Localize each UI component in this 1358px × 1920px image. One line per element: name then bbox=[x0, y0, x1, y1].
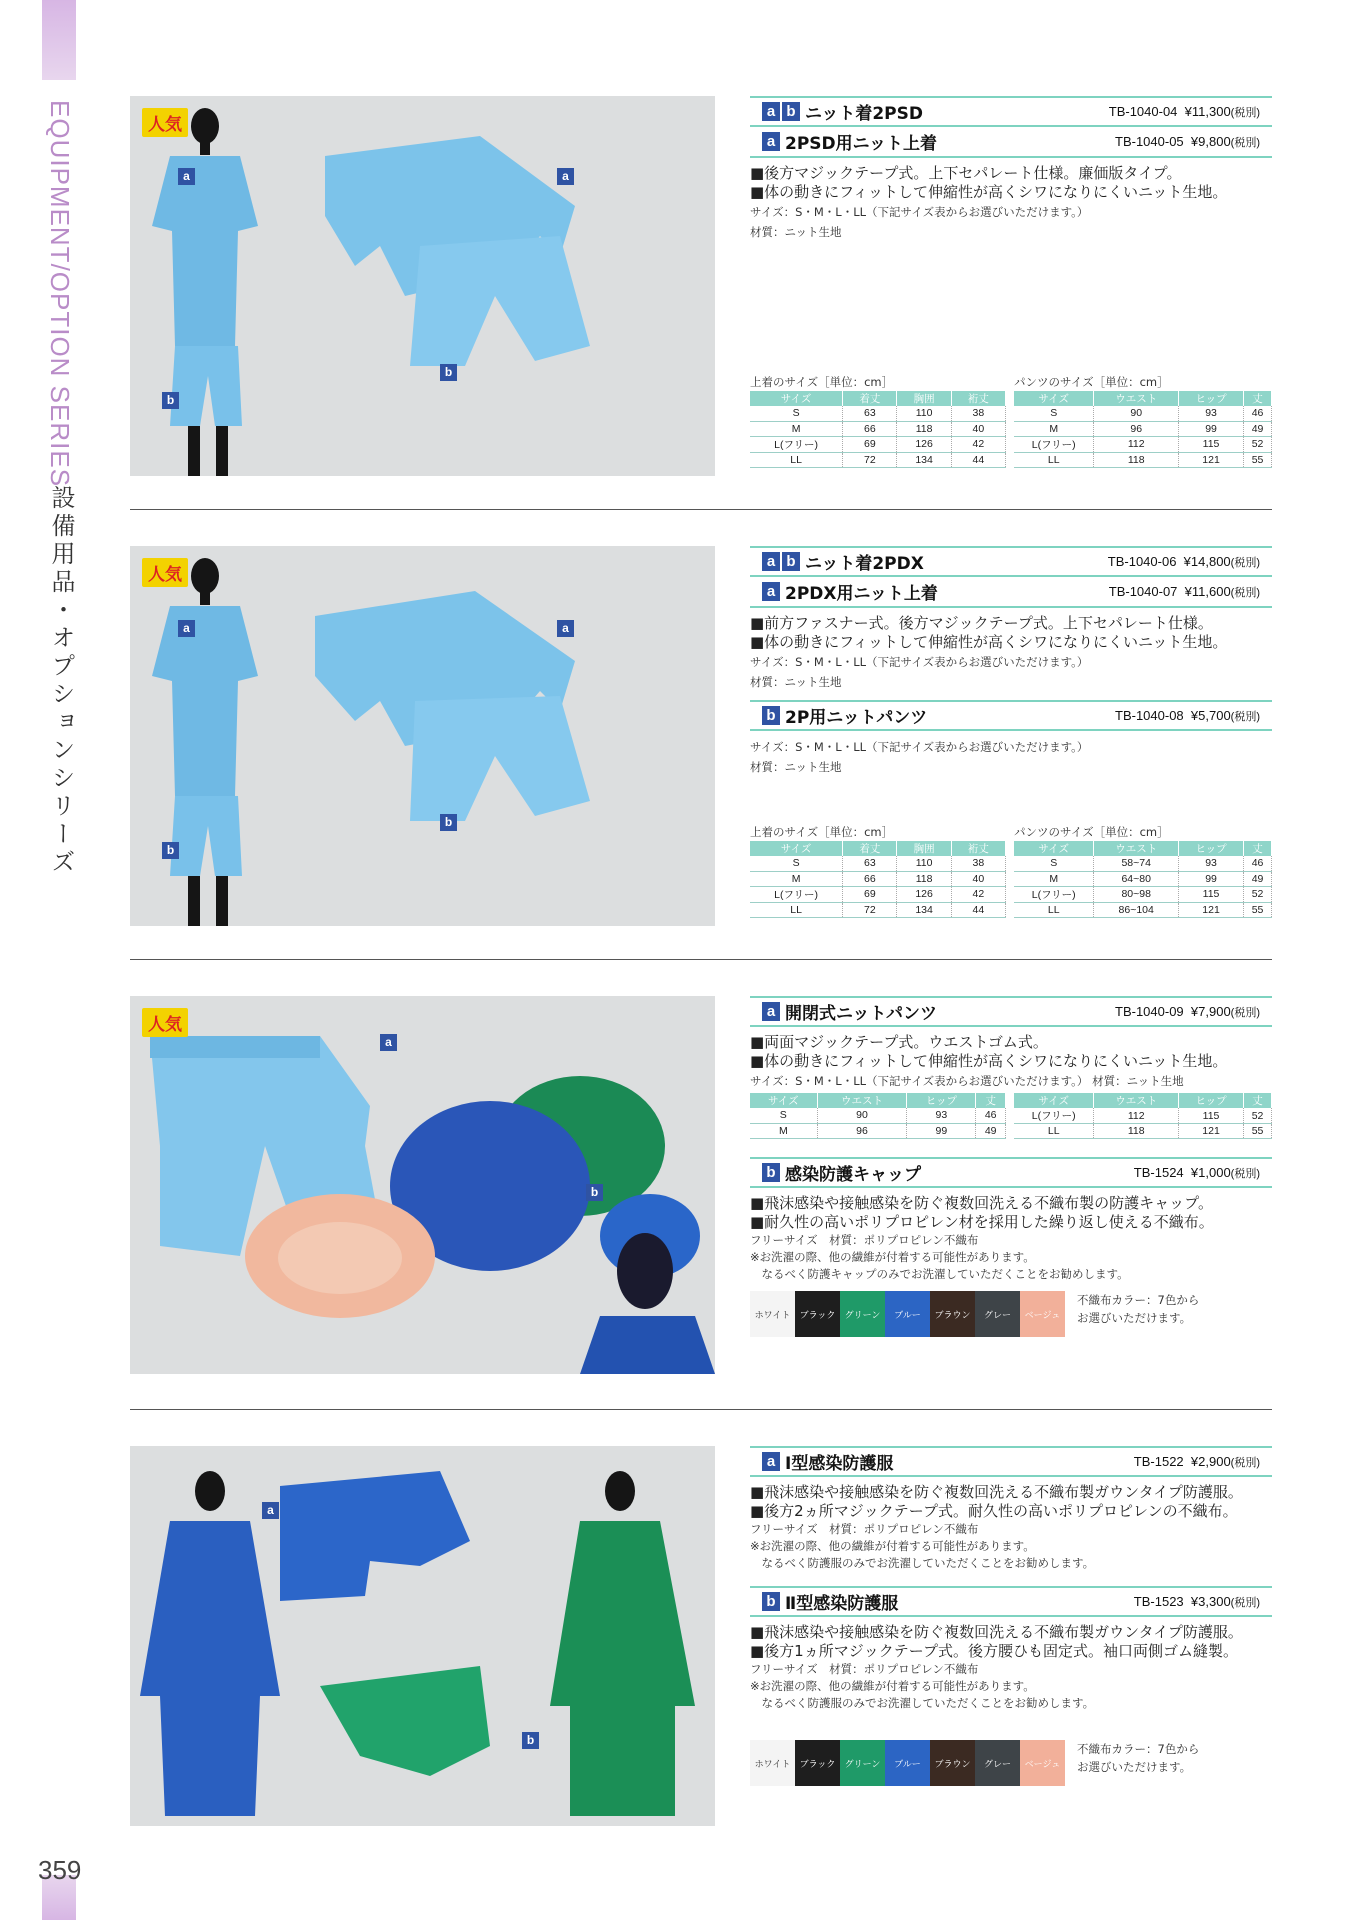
product-name: 2P用ニットパンツ bbox=[785, 708, 928, 728]
table-row: L(フリー) 69 126 42 bbox=[750, 886, 1006, 902]
pants-size-table: サイズ ウエスト ヒップ 丈 S 90 93 46 M 96 99 49 L(フリー) 112 115 52 LL 118 121 55 bbox=[1014, 391, 1272, 468]
gown-notes: フリーサイズ 材質：ポリプロピレン不織布 ※お洗濯の際、他の繊維が付着する可能性があります。 なるべく防護服のみでお洗濯していただくことをお勧めします。 bbox=[750, 1662, 1095, 1710]
color-swatch: ブラウン bbox=[930, 1291, 975, 1337]
table-row: LL 72 134 44 bbox=[750, 902, 1006, 917]
pants-size-table-right: サイズ ウエスト ヒップ 丈 L(フリー) 112 115 52 LL 118 121 55 bbox=[1014, 1093, 1272, 1139]
table-row: M 96 99 49 bbox=[1014, 421, 1272, 436]
badge-a: a bbox=[762, 1002, 780, 1021]
pants-size-table-left: サイズ ウエスト ヒップ 丈 S 90 93 46 M 96 99 49 bbox=[750, 1093, 1006, 1139]
popular-badge: 人気 bbox=[142, 108, 188, 137]
product-title bbox=[750, 1157, 1272, 1188]
product-name: 開閉式ニットパンツ bbox=[785, 1004, 937, 1024]
photo-label-b: b bbox=[162, 392, 179, 409]
product-code-price: TB-1040-06 ¥14,800(税別) bbox=[1107, 553, 1260, 569]
badge-b: b bbox=[762, 1592, 780, 1611]
product-name: 2PDX用ニット上着 bbox=[785, 584, 938, 604]
section-divider bbox=[130, 509, 1272, 510]
photo-label-a: a bbox=[178, 168, 195, 185]
product-info-pants-cap bbox=[750, 996, 1272, 1337]
photo-label-b: b bbox=[522, 1732, 539, 1749]
color-swatch: ベージュ bbox=[1020, 1740, 1065, 1786]
photo-label-b: b bbox=[440, 364, 457, 381]
product-info-2pdx bbox=[750, 546, 1272, 916]
color-note: 不織布カラー：7色から お選びいただけます。 bbox=[1077, 1293, 1200, 1325]
size-note: サイズ：S・M・L・LL（下記サイズ表からお選びいただけます。） bbox=[750, 655, 1089, 669]
product-title bbox=[750, 577, 1272, 608]
product-code-price: TB-1040-08 ¥5,700(税別) bbox=[1115, 707, 1260, 723]
product-code-price: TB-1040-09 ¥7,900(税別) bbox=[1115, 1003, 1260, 1019]
table-caption: パンツのサイズ［単位：cm］ bbox=[1014, 825, 1169, 839]
table-row: LL 72 134 44 bbox=[750, 452, 1006, 467]
color-swatch: グレー bbox=[975, 1291, 1020, 1337]
sidebar-category-en: EQUIPMENT/OPTION SERIES bbox=[45, 100, 75, 488]
table-row: S 63 110 38 bbox=[750, 856, 1006, 871]
gown-notes: フリーサイズ 材質：ポリプロピレン不織布 ※お洗濯の際、他の繊維が付着する可能性があります。 なるべく防護服のみでお洗濯していただくことをお勧めします。 bbox=[750, 1522, 1095, 1570]
photo-label-b: b bbox=[440, 814, 457, 831]
photo-label-a: a bbox=[557, 620, 574, 637]
table-row: M 64~80 99 49 bbox=[1014, 871, 1272, 886]
badge-b: b bbox=[782, 102, 800, 121]
product-info-gown bbox=[750, 1446, 1272, 1786]
product-section-2psd bbox=[130, 96, 1272, 476]
badge-a: a bbox=[762, 102, 780, 121]
top-size-table: サイズ 着丈 胸囲 裄丈 S 63 110 38 M 66 118 40 L(フリー) 69 126 42 LL 72 134 44 bbox=[750, 841, 1006, 918]
product-name: 感染防護キャップ bbox=[785, 1165, 921, 1185]
pants-size-table-block bbox=[1014, 824, 1272, 918]
table-row: S 63 110 38 bbox=[750, 406, 1006, 421]
badge-a: a bbox=[762, 552, 780, 571]
product-title bbox=[750, 96, 1272, 127]
table-row: S 90 93 46 bbox=[750, 1108, 1006, 1123]
product-name: 2PSD用ニット上着 bbox=[785, 134, 937, 154]
color-swatch: ブラック bbox=[795, 1291, 840, 1337]
color-swatches bbox=[750, 1291, 1065, 1337]
table-caption: 上着のサイズ［単位：cm］ bbox=[750, 825, 894, 839]
product-info-2psd bbox=[750, 96, 1272, 466]
table-row: L(フリー) 80~98 115 52 bbox=[1014, 886, 1272, 902]
product-name: ニット着2PSD bbox=[805, 104, 923, 124]
product-photo-pants-cap bbox=[130, 996, 715, 1374]
table-caption: 上着のサイズ［単位：cm］ bbox=[750, 375, 894, 389]
color-swatches bbox=[750, 1740, 1065, 1786]
table-row: M 96 99 49 bbox=[750, 1123, 1006, 1138]
photo-label-a: a bbox=[178, 620, 195, 637]
product-title bbox=[750, 1586, 1272, 1617]
product-description: ■後方マジックテープ式。上下セパレート仕様。廉価版タイプ。 ■体の動きにフィットして伸縮性が高くシワになりにくいニット生地。 bbox=[750, 164, 1228, 201]
table-row: L(フリー) 69 126 42 bbox=[750, 436, 1006, 452]
product-description: ■飛沫感染や接触感染を防ぐ複数回洗える不織布製の防護キャップ。 ■耐久性の高いポリプロピレン材を採用した繰り返し使える不織布。 bbox=[750, 1194, 1214, 1231]
color-swatch: グリーン bbox=[840, 1740, 885, 1786]
section-divider bbox=[130, 1409, 1272, 1410]
table-row: L(フリー) 112 115 52 bbox=[1014, 1108, 1272, 1124]
popular-badge: 人気 bbox=[142, 558, 188, 587]
product-code-price: TB-1522 ¥2,900(税別) bbox=[1133, 1453, 1260, 1469]
material-note: 材質：ニット生地 bbox=[750, 760, 842, 774]
table-caption: パンツのサイズ［単位：cm］ bbox=[1014, 375, 1169, 389]
pants-size-table-block bbox=[1014, 374, 1272, 468]
product-photo-2pdx bbox=[130, 546, 715, 926]
product-section-gown bbox=[130, 1446, 1272, 1826]
top-size-table: サイズ 着丈 胸囲 裄丈 S 63 110 38 M 66 118 40 L(フリー) 69 126 42 LL 72 134 44 bbox=[750, 391, 1006, 468]
material-note: 材質：ニット生地 bbox=[750, 675, 842, 689]
product-title bbox=[750, 1446, 1272, 1477]
section-divider bbox=[130, 959, 1272, 960]
table-row: S 90 93 46 bbox=[1014, 406, 1272, 421]
color-swatch: グレー bbox=[975, 1740, 1020, 1786]
product-section-pants-cap bbox=[130, 996, 1272, 1374]
product-code-price: TB-1040-04 ¥11,300(税別) bbox=[1108, 103, 1260, 119]
product-name: ニット着2PDX bbox=[805, 554, 924, 574]
photo-label-a: a bbox=[380, 1034, 397, 1051]
table-row: LL 118 121 55 bbox=[1014, 452, 1272, 467]
badge-b: b bbox=[782, 552, 800, 571]
color-swatch: ブラック bbox=[795, 1740, 840, 1786]
table-row: LL 118 121 55 bbox=[1014, 1124, 1272, 1139]
color-options bbox=[750, 1287, 1272, 1337]
top-size-table-block bbox=[750, 824, 1006, 918]
photo-label-b: b bbox=[586, 1184, 603, 1201]
color-note: 不織布カラー：7色から お選びいただけます。 bbox=[1077, 1742, 1200, 1774]
page-number: 359 bbox=[38, 1855, 82, 1885]
product-name: Ⅰ型感染防護服 bbox=[785, 1454, 894, 1474]
table-row: M 66 118 40 bbox=[750, 871, 1006, 886]
product-description: ■飛沫感染や接触感染を防ぐ複数回洗える不織布製ガウンタイプ防護服。 ■後方1ヵ所マジックテープ式。後方腰ひも固定式。袖口両側ゴム縫製。 bbox=[750, 1623, 1243, 1660]
size-material-note: サイズ：S・M・L・LL（下記サイズ表からお選びいただけます。） 材質：ニット生地 bbox=[750, 1074, 1184, 1088]
product-photo-2psd bbox=[130, 96, 715, 476]
color-swatch: ブラウン bbox=[930, 1740, 975, 1786]
table-row: S 58~74 93 46 bbox=[1014, 856, 1272, 871]
knit-wear-illustration bbox=[130, 96, 715, 476]
product-title bbox=[750, 700, 1272, 731]
pants-cap-illustration bbox=[130, 996, 715, 1374]
color-swatch: ベージュ bbox=[1020, 1291, 1065, 1337]
size-note: サイズ：S・M・L・LL（下記サイズ表からお選びいただけます。） bbox=[750, 205, 1089, 219]
color-swatch: ホワイト bbox=[750, 1291, 795, 1337]
badge-a: a bbox=[762, 132, 780, 151]
color-swatch: ホワイト bbox=[750, 1740, 795, 1786]
product-code-price: TB-1523 ¥3,300(税別) bbox=[1133, 1593, 1260, 1609]
sidebar-category-ja: 設備用品・オプションシリーズ bbox=[47, 485, 75, 877]
cap-notes: フリーサイズ 材質：ポリプロピレン不織布 ※お洗濯の際、他の繊維が付着する可能性があります。 なるべく防護キャップのみでお洗濯していただくことをお勧めします。 bbox=[750, 1233, 1129, 1281]
sidebar-accent-top bbox=[42, 0, 76, 80]
material-note: 材質：ニット生地 bbox=[750, 225, 842, 239]
product-code-price: TB-1040-05 ¥9,800(税別) bbox=[1115, 133, 1260, 149]
product-title bbox=[750, 996, 1272, 1027]
protective-gown-illustration bbox=[130, 1446, 715, 1826]
color-options bbox=[750, 1736, 1272, 1786]
knit-wear-zip-illustration bbox=[130, 546, 715, 926]
product-title bbox=[750, 127, 1272, 158]
product-photo-gown bbox=[130, 1446, 715, 1826]
top-size-table-block bbox=[750, 374, 1006, 468]
table-row: L(フリー) 112 115 52 bbox=[1014, 436, 1272, 452]
badge-a: a bbox=[762, 582, 780, 601]
photo-label-b: b bbox=[162, 842, 179, 859]
table-row: LL 86~104 121 55 bbox=[1014, 902, 1272, 917]
size-note: サイズ：S・M・L・LL（下記サイズ表からお選びいただけます。） bbox=[750, 740, 1089, 754]
product-description: ■飛沫感染や接触感染を防ぐ複数回洗える不織布製ガウンタイプ防護服。 ■後方2ヵ所マジックテープ式。耐久性の高いポリプロピレンの不織布。 bbox=[750, 1483, 1243, 1520]
product-code-price: TB-1524 ¥1,000(税別) bbox=[1133, 1164, 1260, 1180]
product-description: ■両面マジックテープ式。ウエストゴム式。 ■体の動きにフィットして伸縮性が高くシワになりにくいニット生地。 bbox=[750, 1033, 1228, 1070]
badge-b: b bbox=[762, 1163, 780, 1182]
table-row: M 66 118 40 bbox=[750, 421, 1006, 436]
product-title bbox=[750, 546, 1272, 577]
color-swatch: ブルー bbox=[885, 1740, 930, 1786]
photo-label-a: a bbox=[262, 1502, 279, 1519]
product-code-price: TB-1040-07 ¥11,600(税別) bbox=[1108, 583, 1260, 599]
badge-b: b bbox=[762, 706, 780, 725]
popular-badge: 人気 bbox=[142, 1008, 188, 1037]
badge-a: a bbox=[762, 1452, 780, 1471]
color-swatch: ブルー bbox=[885, 1291, 930, 1337]
product-section-2pdx bbox=[130, 546, 1272, 926]
pants-size-tables bbox=[750, 1093, 1272, 1139]
pants-size-table: サイズ ウエスト ヒップ 丈 S 58~74 93 46 M 64~80 99 49 L(フリー) 80~98 115 52 LL 86~104 121 55 bbox=[1014, 841, 1272, 918]
product-name: Ⅱ型感染防護服 bbox=[785, 1594, 899, 1614]
color-swatch: グリーン bbox=[840, 1291, 885, 1337]
product-description: ■前方ファスナー式。後方マジックテープ式。上下セパレート仕様。 ■体の動きにフィットして伸縮性が高くシワになりにくいニット生地。 bbox=[750, 614, 1228, 651]
photo-label-a: a bbox=[557, 168, 574, 185]
